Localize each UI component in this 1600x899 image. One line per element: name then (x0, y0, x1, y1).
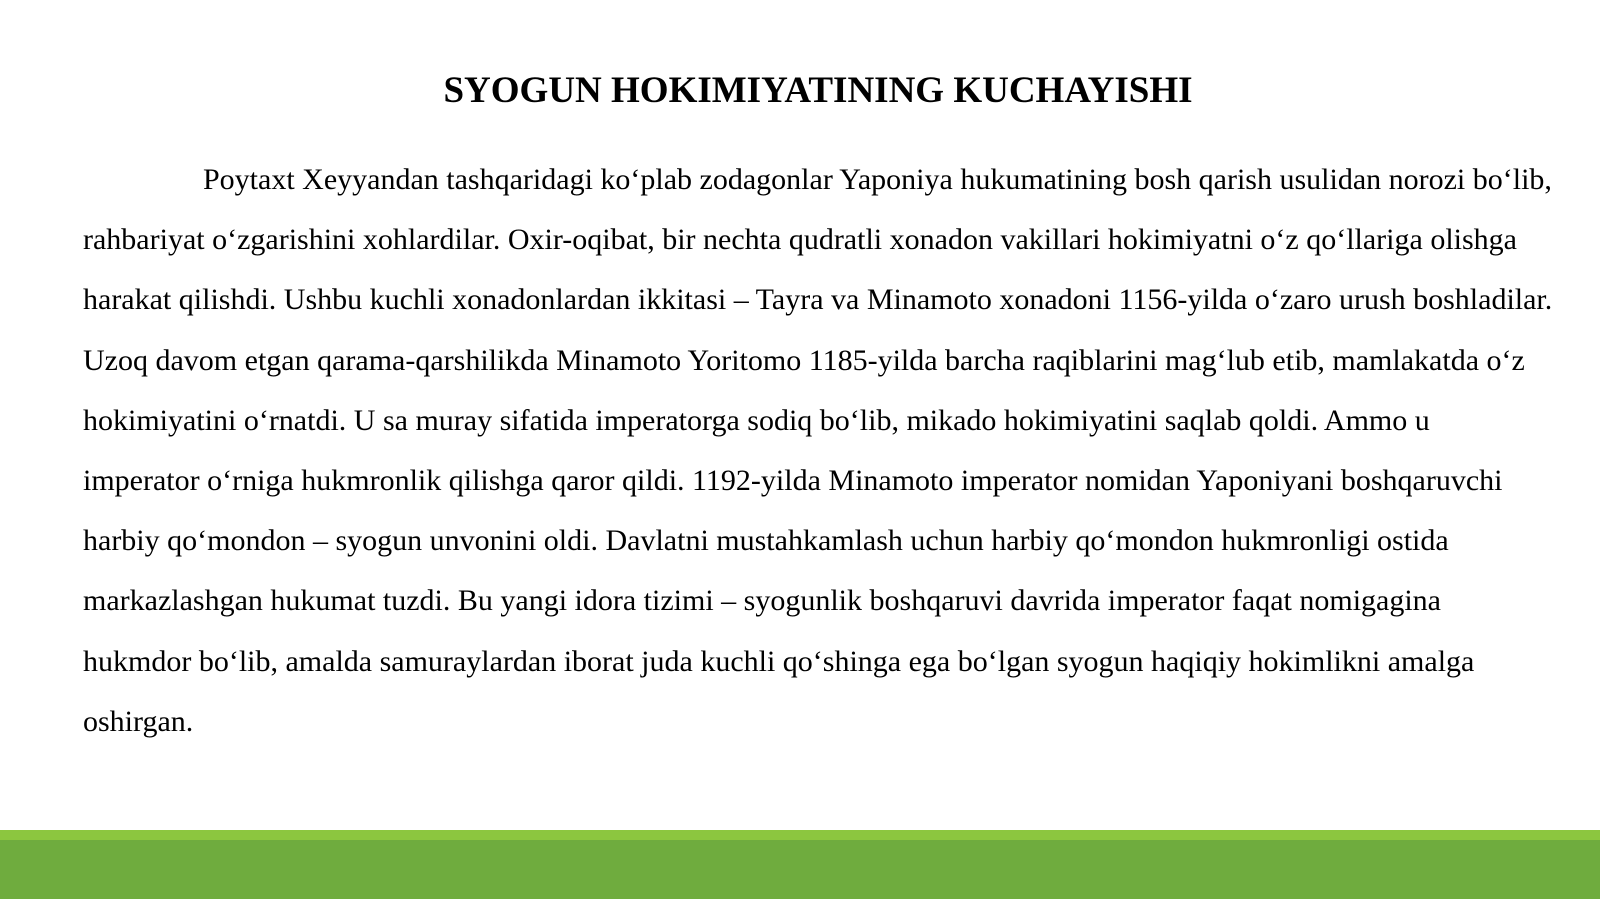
slide-body-text: Poytaxt Xeyyandan tashqaridagi ko‘plab zodagonlar Yaponiya hukumatining bosh qarish usulidan norozi bo‘lib, rahbariyat o‘zgarishini xohlardilar. Oxir-oqibat, bir nechta qudratli xonadon vakillari hokimiyatni o‘z qo‘llariga olishga harakat qilishdi. Ushbu kuchli xonadonlardan ikkitasi – Tayra va Minamoto xonadoni 1156-yilda o‘zaro urush boshladilar. Uzoq davom etgan qarama-qarshilikda Minamoto Yoritomo 1185-yilda barcha raqiblarini mag‘lub etib, mamlakatda o‘z hokimiyatini o‘rnatdi. U sa muray sifatida imperatorga sodiq bo‘lib, mikado hokimiyatini saqlab qoldi. Ammo u imperator o‘rniga hukmronlik qilishga qaror qildi. 1192-yilda Minamoto imperator nomidan Yaponiyani boshqaruvchi harbiy qo‘mondon – syogun unvonini oldi. Davlatni mustahkamlash uchun harbiy qo‘mondon hukmronligi ostida markazlashgan hukumat tuzdi. Bu yangi idora tizimi – syogunlik boshqaruvi davrida imperator faqat nomigagina hukmdor bo‘lib, amalda samuraylardan iborat juda kuchli qo‘shinga ega bo‘lgan syogun haqiqiy hokimlikni amalga oshirgan. (83, 163, 1553, 738)
slide-title: SYOGUN HOKIMIYATINING KUCHAYISHI (443, 70, 1193, 111)
footer-band (0, 830, 1600, 899)
footer-accent-stripe (0, 830, 1600, 840)
